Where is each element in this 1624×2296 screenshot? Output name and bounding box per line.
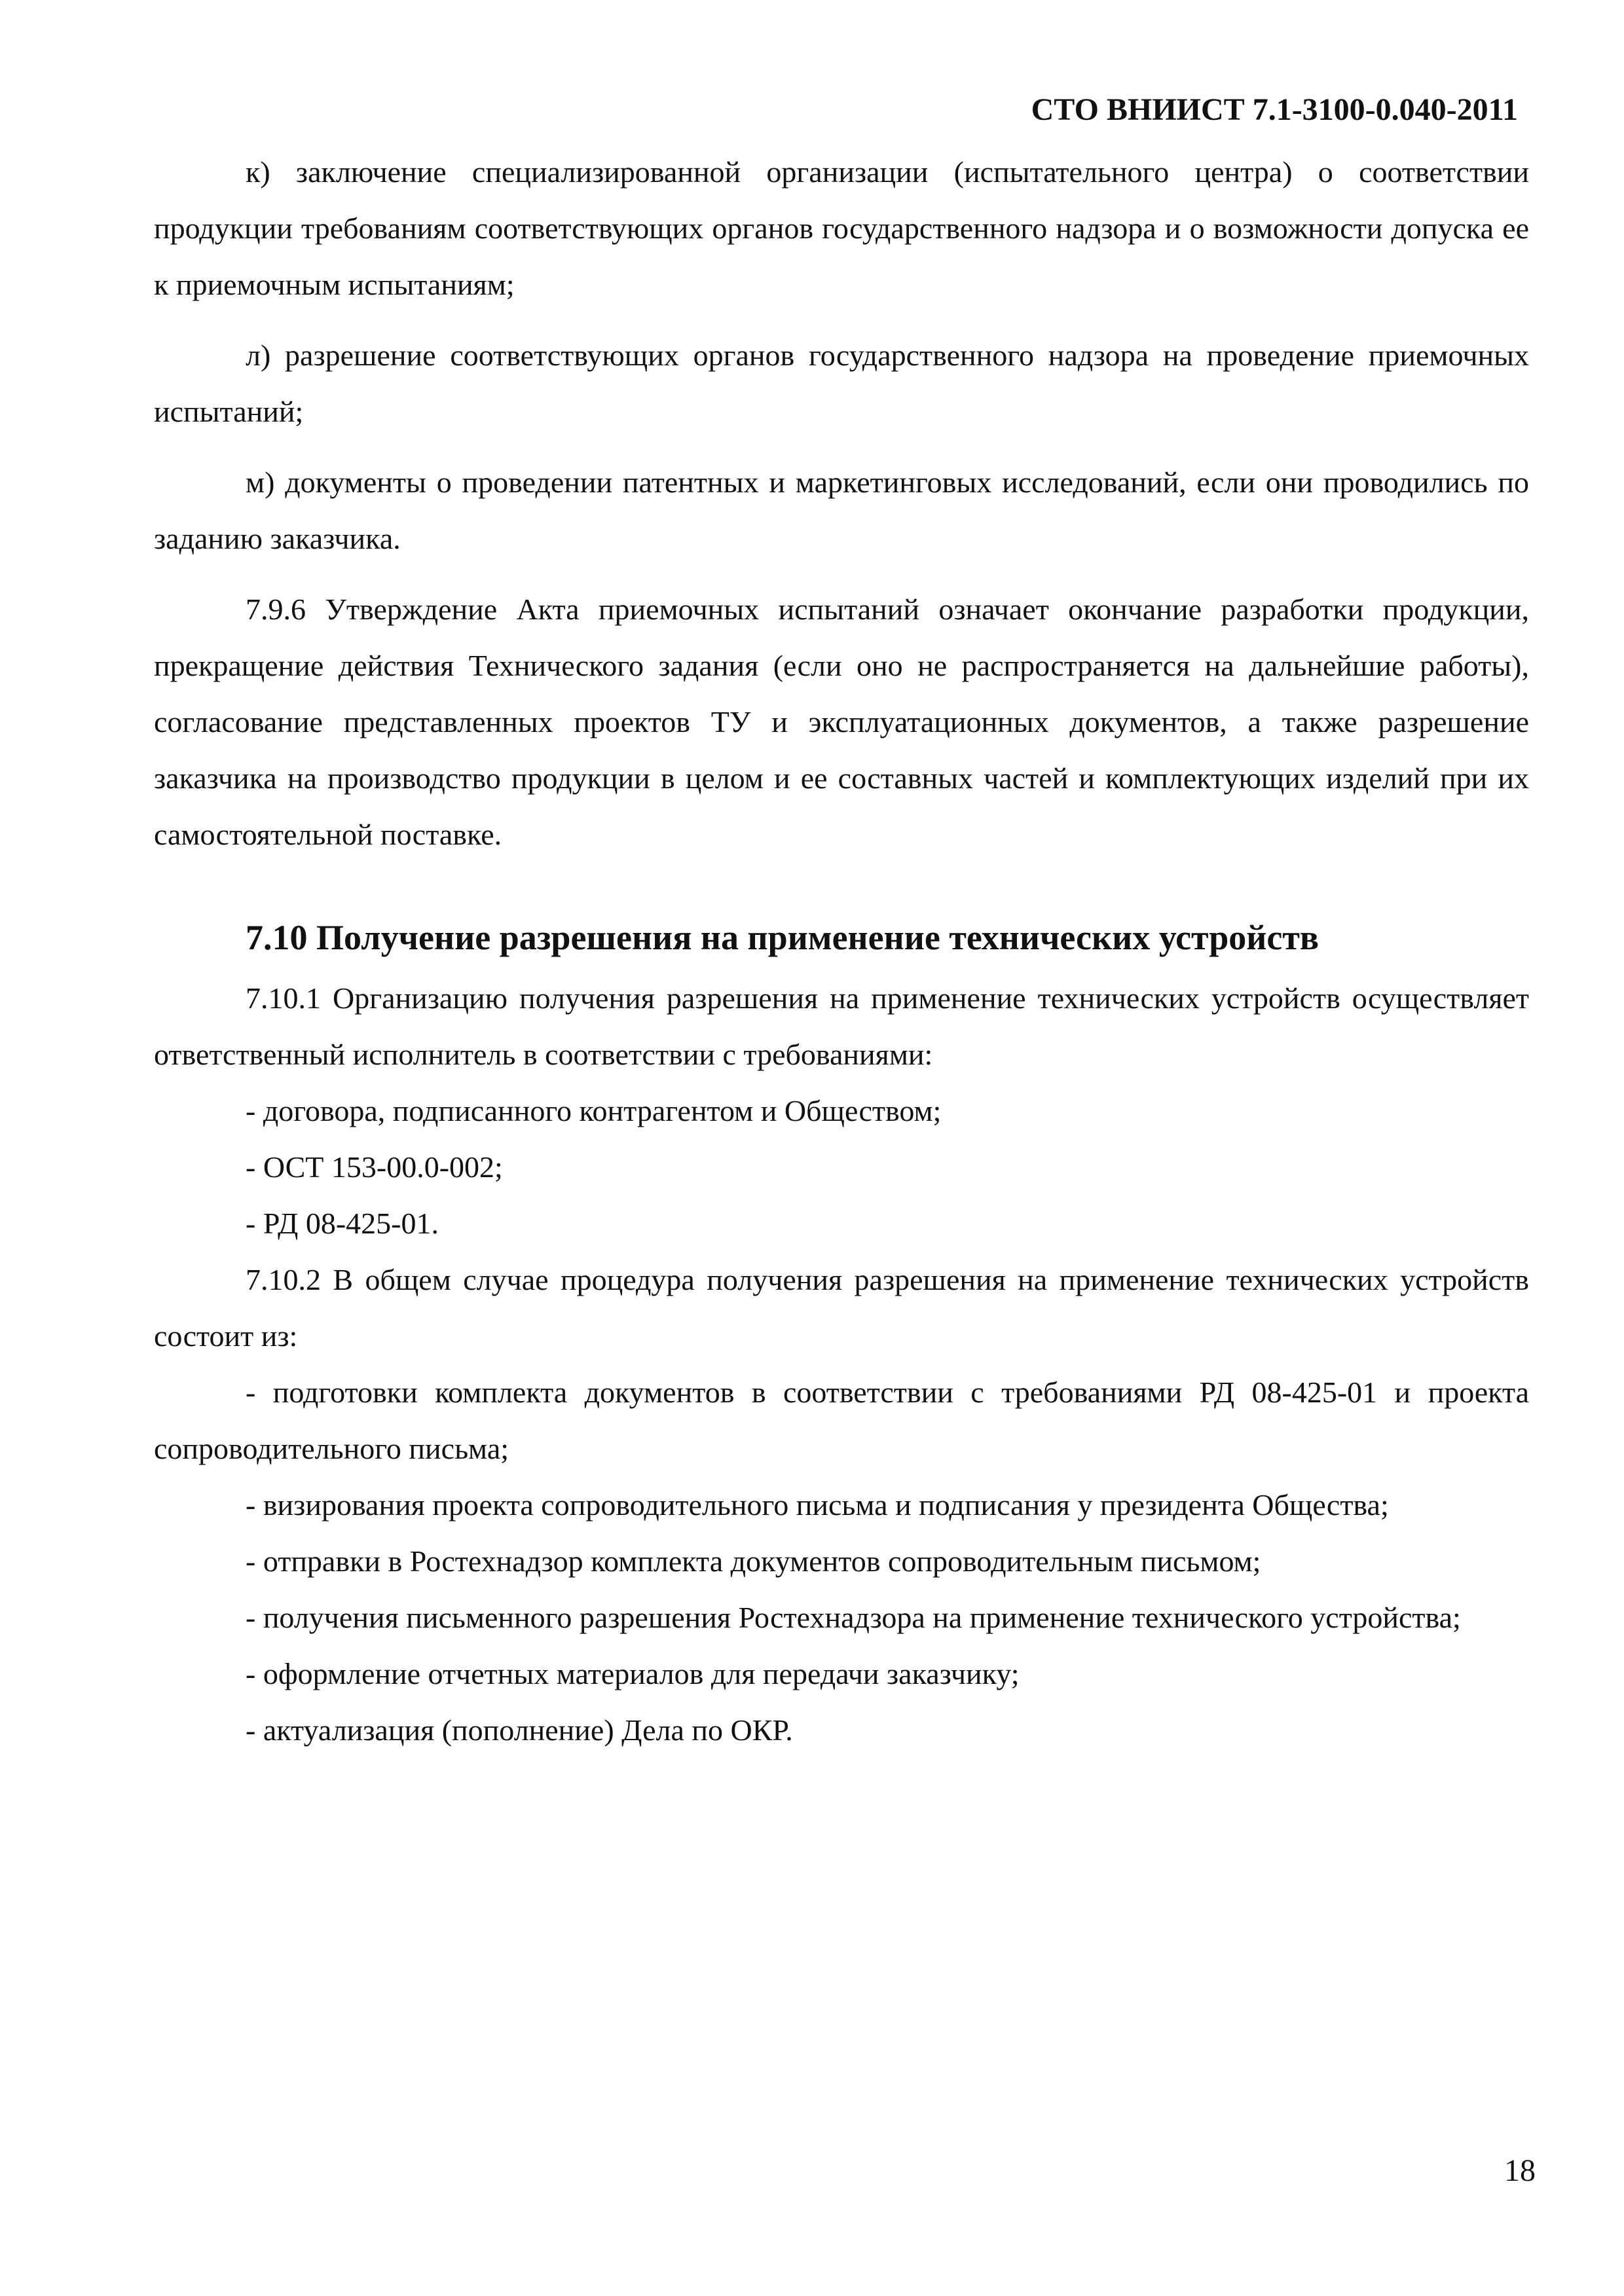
page-number: 18 <box>1504 2153 1536 2188</box>
page-content <box>154 144 1529 1758</box>
list-item: - ОСТ 153-00.0-002; <box>246 1150 503 1184</box>
document-code-header: СТО ВНИИСТ 7.1-3100-0.040-2011 <box>1031 92 1518 127</box>
list-item: - договора, подписанного контрагентом и Обществом; <box>246 1094 942 1127</box>
item-l: л) разрешение соответствующих органов государственного надзора на проведение приемочных испытаний; <box>154 338 1529 428</box>
item-k: к) заключение специализированной организации (испытательного центра) о соответствии продукции требованиям соответствующих органов государственного надзора и о возможности допуска ее к приемочным испытаниям; <box>154 155 1529 301</box>
paragraph-7-10-1: 7.10.1 Организацию получения разрешения на применение технических устройств осуществляет ответственный исполнитель в соответствии с требованиями: <box>154 981 1529 1071</box>
list-item: - РД 08-425-01. <box>246 1207 439 1240</box>
paragraph-7-10-2: 7.10.2 В общем случае процедура получения разрешения на применение технических устройств состоит из: <box>154 1263 1529 1353</box>
list-item: - отправки в Ростехнадзор комплекта документов сопроводительным письмом; <box>246 1544 1261 1578</box>
section-heading-7-10: 7.10 Получение разрешения на применение технических устройств <box>246 918 1320 957</box>
list-item: - актуализация (пополнение) Дела по ОКР. <box>246 1713 793 1747</box>
list-item: - визирования проекта сопроводительного письма и подписания у президента Общества; <box>246 1488 1389 1522</box>
list-item: - получения письменного разрешения Ростехнадзора на применение технического устройства; <box>246 1601 1461 1634</box>
list-item: - подготовки комплекта документов в соответствии с требованиями РД 08-425-01 и проекта сопроводительного письма; <box>154 1376 1529 1465</box>
item-m: м) документы о проведении патентных и маркетинговых исследований, если они проводились по заданию заказчика. <box>154 465 1529 555</box>
list-item: - оформление отчетных материалов для передачи заказчику; <box>246 1657 1020 1690</box>
paragraph-7-9-6: 7.9.6 Утверждение Акта приемочных испытаний означает окончание разработки продукции, прекращение действия Технического задания (если оно не распространяется на дальнейшие работы), согласование представленных проектов ТУ и эксплуатационных документов, а также разрешение заказчика на производство продукции в целом и ее составных частей и комплектующих изделий при их самостоятельной поставке. <box>154 592 1529 851</box>
